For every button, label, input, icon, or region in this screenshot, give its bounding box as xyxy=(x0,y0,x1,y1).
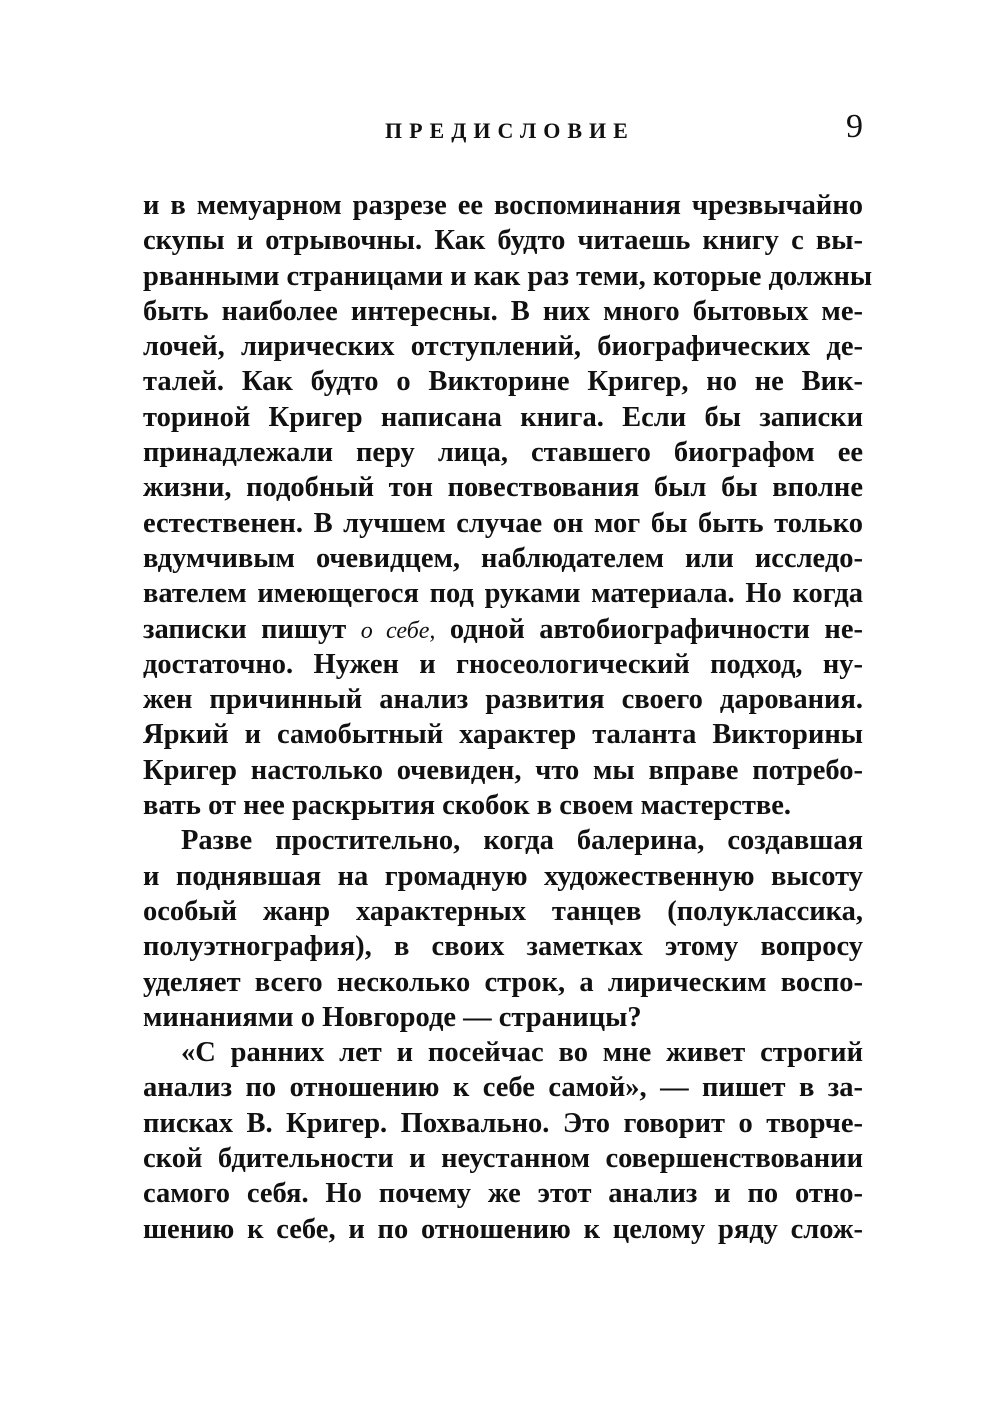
text-line: жен причинный анализ развития своего дарования. xyxy=(143,684,863,716)
text-line: естественен. В лучшем случае он мог бы быть только xyxy=(143,507,863,539)
paragraph-first-line: Разве простительно, когда балерина, создавшая xyxy=(181,825,863,857)
text-line: скупы и отрывочны. Как будто читаешь книгу с вы- xyxy=(143,225,863,257)
text-line: анализ по отношению к себе самой», — пишет в за- xyxy=(143,1072,863,1104)
text-line: уделяет всего несколько строк, а лирическим воспо- xyxy=(143,966,863,998)
text-line: ской бдительности и неустанном совершенствовании xyxy=(143,1143,863,1175)
text-segment: записки пишут xyxy=(143,613,361,645)
text-line: писках В. Кригер. Похвально. Это говорит о творче- xyxy=(143,1107,863,1139)
text-line: вдумчивым очевидцем, наблюдателем или исследо- xyxy=(143,542,863,574)
paragraph-first-line: «С ранних лет и посейчас во мне живет строгий xyxy=(181,1037,863,1069)
text-line: полуэтнография), в своих заметках этому вопросу xyxy=(143,931,863,963)
text-line: вателем имеющегося под руками материала. Но когда xyxy=(143,578,863,610)
text-line: и поднявшая на громадную художественную высоту xyxy=(143,860,863,892)
text-line: Яркий и самобытный характер таланта Викторины xyxy=(143,719,863,751)
text-line: достаточно. Нужен и гносеологический подход, ну- xyxy=(143,648,863,680)
text-line: самого себя. Но почему же этот анализ и по отно- xyxy=(143,1178,863,1210)
text-line: принадлежали перу лица, ставшего биографом ее xyxy=(143,437,863,469)
text-line: талей. Как будто о Викторине Кригер, но не Вик- xyxy=(143,366,863,398)
text-line: Кригер настолько очевиден, что мы вправе потребо- xyxy=(143,754,863,786)
page-number: 9 xyxy=(846,108,863,145)
text-line: и в мемуарном разрезе ее воспоминания чрезвычайно xyxy=(143,190,863,221)
body-text xyxy=(143,188,873,1247)
text-line: лочей, лирических отступлений, биографических де- xyxy=(143,331,863,363)
text-line: минаниями о Новгороде — страницы? xyxy=(143,1001,642,1033)
running-head: ПРЕДИСЛОВИЕ xyxy=(385,118,635,143)
italic-phrase: о себе, xyxy=(360,617,436,644)
text-line: вать от нее раскрытия скобок в своем мастерстве. xyxy=(143,790,792,822)
text-line-with-italic xyxy=(143,612,863,647)
text-line: быть наиболее интересны. В них много бытовых ме- xyxy=(143,295,863,327)
text-line: шению к себе, и по отношению к целому ряду слож- xyxy=(143,1213,863,1245)
text-line: особый жанр характерных танцев (полуклассика, xyxy=(143,895,863,927)
text-line: жизни, подобный тон повествования был бы вполне xyxy=(143,472,863,504)
text-line: ториной Кригер написана книга. Если бы записки xyxy=(143,401,863,433)
text-line: рванными страницами и как раз теми, которые должны xyxy=(143,260,873,292)
text-segment: одной автобиографичности не- xyxy=(435,613,863,645)
